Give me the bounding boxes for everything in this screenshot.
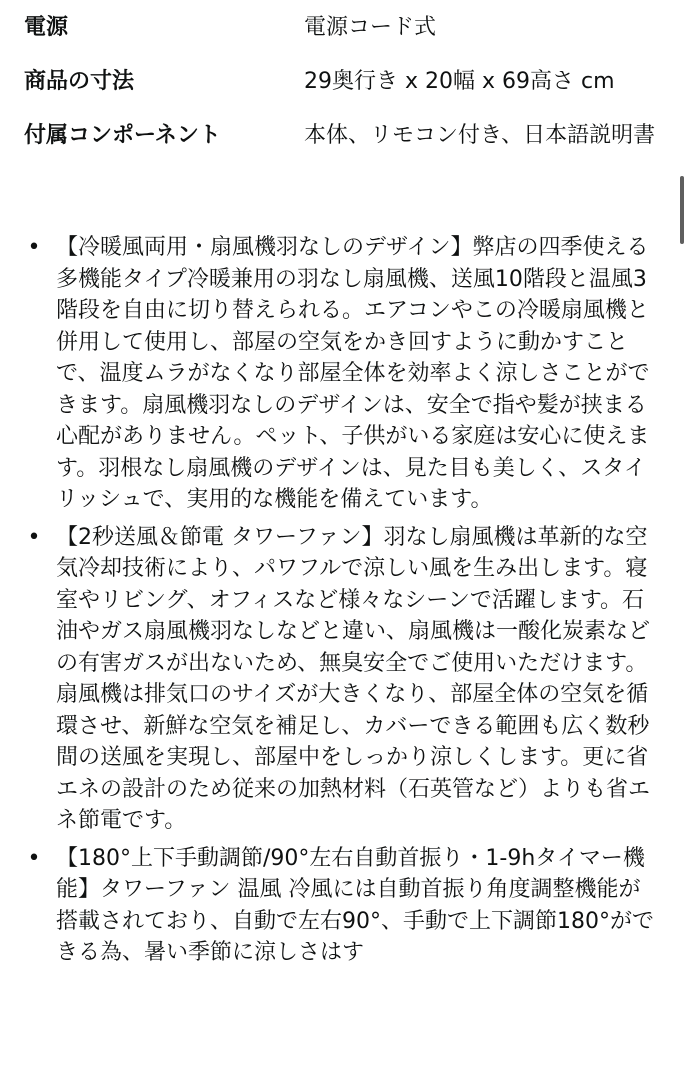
spec-label: 付属コンポーネント (24, 123, 221, 148)
spec-value: 29奥行き x 20幅 x 69高さ cm (304, 69, 615, 94)
spec-value: 電源コード式 (304, 15, 437, 40)
feature-bullet (20, 232, 662, 516)
feature-bullet-list (20, 232, 662, 975)
spec-row-dimensions (24, 66, 669, 98)
feature-bullet-text: 【180°上下手動調節/90°左右自動首振り・1-9hタイマー機能】タワーファン 温風 冷風には自動首振り角度調整機能が搭載されており、自動で左右90°、手動で上下調節180°ができる為、暑い季節に涼しさはす (56, 845, 654, 965)
spec-value: 本体、リモコン付き、日本語説明書 (304, 123, 656, 148)
spec-row-power-source (24, 12, 669, 44)
spec-label: 電源 (24, 15, 69, 40)
bullet-marker: • (27, 524, 41, 550)
feature-bullet-text: 【2秒送風＆節電 タワーファン】羽なし扇風機は革新的な空気冷却技術により、パワフルで涼しい風を生み出します。寝室やリビング、オフィスなど様々なシーンで活躍します。石油やガス扇風機羽なしなどと違い、扇風機は一酸化炭素などの有害ガスが出ないため、無臭安全でご使用いただけます。扇風機は排気口のサイズが大きくなり、部屋全体の空気を循環させ、新鮮な空気を補足し、カバーできる範囲も広く数秒間の送風を実現し、部屋中をしっかり涼しくします。更に省エネの設計のため従来の加熱材料（石英管など）よりも省エネ節電です。 (56, 524, 651, 833)
feature-bullet (20, 843, 662, 969)
bullet-marker: • (27, 235, 41, 260)
vertical-scrollbar[interactable] (680, 176, 684, 244)
spec-row-included-components (24, 120, 669, 152)
product-spec-table (24, 12, 669, 174)
feature-bullet (20, 522, 662, 837)
spec-label: 商品の寸法 (24, 69, 135, 94)
feature-bullet-text: 【冷暖風両用・扇風機羽なしのデザイン】弊店の四季使える多機能タイプ冷暖兼用の羽なし扇風機、送風10階段と温風3階段を自由に切り替えられる。エアコンやこの冷暖扇風機と併用して使用し、部屋の空気をかき回すように動かすことで、温度ムラがなくなり部屋全体を効率よく涼しさことができます。扇風機羽なしのデザインは、安全で指や髪が挟まる心配がありません。ペット、子供がいる家庭は安心に使えます。羽根なし扇風機のデザインは、見た目も美しく、スタイリッシュで、実用的な機能を備えています。 (56, 235, 650, 512)
bullet-marker: • (27, 845, 41, 871)
